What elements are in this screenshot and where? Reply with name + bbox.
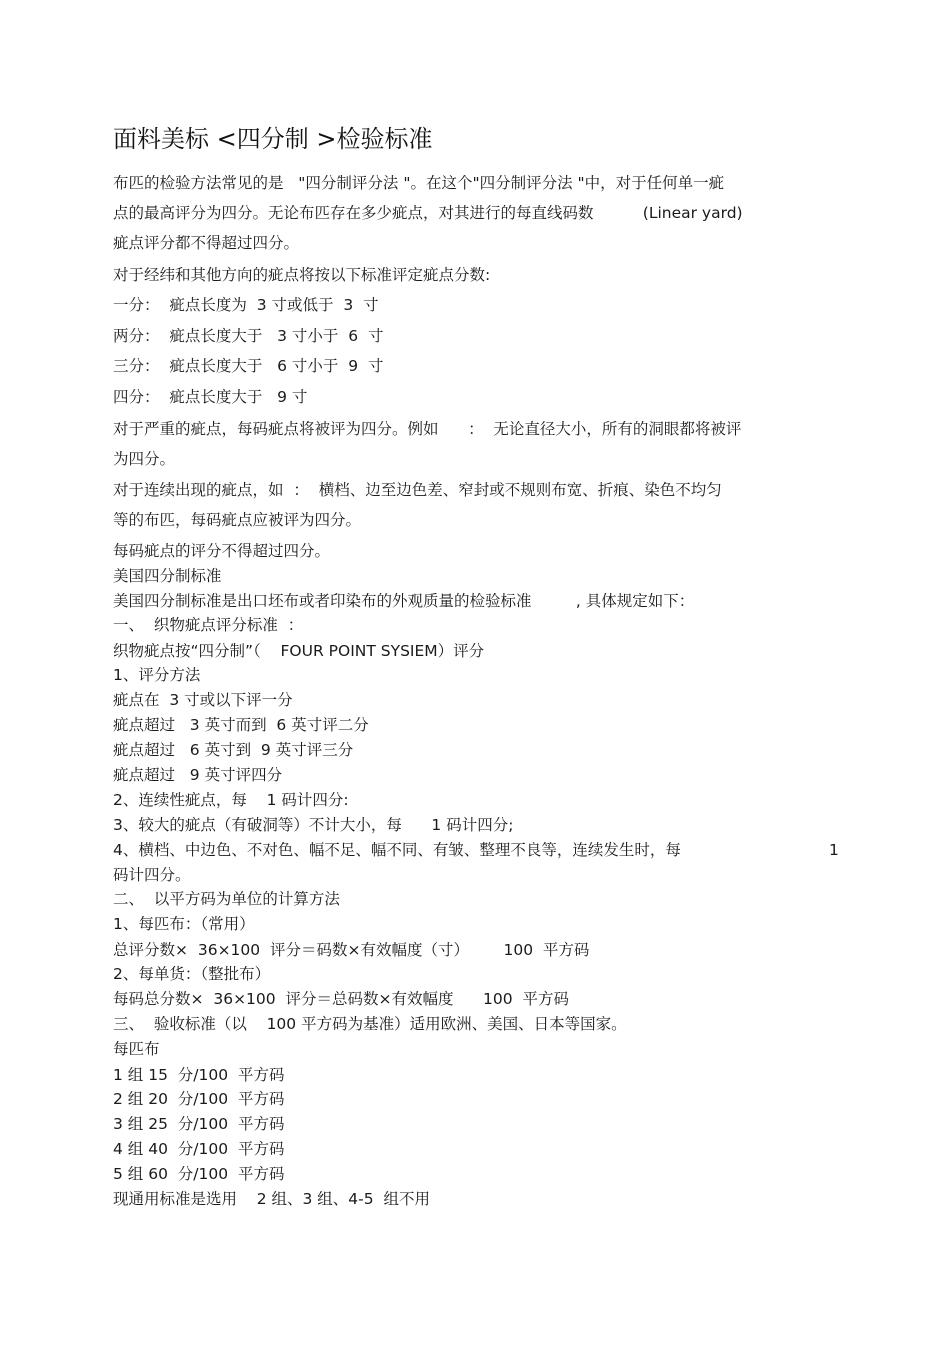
- paragraph-line: 布匹的检验方法常见的是 "四分制评分法 "。在这个"四分制评分法 "中，对于任何单一疵: [113, 174, 725, 192]
- paragraph-line: 为四分。: [113, 450, 176, 468]
- list-heading: 2、连续性疵点，每 1 码计四分:: [113, 791, 349, 809]
- list-item: 疵点在 3 寸或以下评一分: [113, 691, 293, 709]
- paragraph-line: 对于严重的疵点，每码疵点将被评为四分。例如 ： 无论直径大小，所有的洞眼都将被评: [113, 420, 742, 438]
- paragraph-line: 疵点评分都不得超过四分。: [113, 234, 300, 252]
- rule-line: 三分： 疵点长度大于 6 寸小于 9 寸: [113, 357, 384, 375]
- paragraph-line: 点的最高评分为四分。无论布匹存在多少疵点，对其进行的每直线码数 (Linear yard): [113, 204, 743, 222]
- list-heading: 4、横档、中边色、不对色、幅不足、幅不同、有皱、整理不良等，连续发生时，每: [113, 841, 681, 859]
- rule-line: 四分： 疵点长度大于 9 寸: [113, 388, 308, 406]
- list-item: 疵点超过 6 英寸到 9 英寸评三分: [113, 741, 354, 759]
- section-heading: 一、 织物疵点评分标准 ：: [113, 616, 304, 634]
- grade-line: 4 组 40 分/100 平方码: [113, 1140, 285, 1158]
- list-heading: 1、每匹布：（常用）: [113, 915, 255, 933]
- list-heading: 2、每单货：（整批布）: [113, 965, 271, 983]
- paragraph-line: 每匹布: [113, 1040, 160, 1058]
- paragraph-line: 等的布匹，每码疵点应被评为四分。: [113, 511, 362, 529]
- rule-line: 一分： 疵点长度为 3 寸或低于 3 寸: [113, 296, 379, 314]
- section-heading: 三、 验收标准（以 100 平方码为基准）适用欧洲、美国、日本等国家。: [113, 1015, 627, 1033]
- list-heading: 3、较大的疵点（有破洞等）不计大小，每 1 码计四分;: [113, 816, 514, 834]
- section-heading: 二、 以平方码为单位的计算方法: [113, 890, 340, 908]
- paragraph-line: 对于连续出现的疵点，如 ： 横档、边至边色差、窄封或不规则布宽、折痕、染色不均匀: [113, 481, 722, 499]
- paragraph-line: 码计四分。: [113, 866, 191, 884]
- paragraph-line: 美国四分制标准是出口坯布或者印染布的外观质量的检验标准 , 具体规定如下：: [113, 592, 695, 610]
- grade-line: 3 组 25 分/100 平方码: [113, 1115, 285, 1133]
- list-heading: 1、评分方法: [113, 666, 201, 684]
- grade-line: 5 组 60 分/100 平方码: [113, 1165, 285, 1183]
- grade-line: 1 组 15 分/100 平方码: [113, 1066, 285, 1084]
- paragraph-line: 织物疵点按“四分制”（ FOUR POINT SYSIEM）评分: [113, 642, 485, 660]
- paragraph-line: 每码疵点的评分不得超过四分。: [113, 542, 331, 560]
- paragraph-line: 现通用标准是选用 2 组、3 组、4-5 组不用: [113, 1190, 430, 1208]
- rule-line: 两分： 疵点长度大于 3 寸小于 6 寸: [113, 327, 384, 345]
- paragraph-line: 对于经纬和其他方向的疵点将按以下标准评定疵点分数:: [113, 266, 491, 284]
- list-heading-trailing: 1: [829, 841, 839, 859]
- formula-line: 总评分数× 36×100 评分＝码数×有效幅度（寸） 100 平方码: [113, 941, 590, 959]
- formula-line: 每码总分数× 36×100 评分＝总码数×有效幅度 100 平方码: [113, 990, 569, 1008]
- list-item: 疵点超过 9 英寸评四分: [113, 766, 283, 784]
- document-title: 面料美标 <四分制 >检验标准: [113, 125, 433, 153]
- list-item: 疵点超过 3 英寸而到 6 英寸评二分: [113, 716, 369, 734]
- grade-line: 2 组 20 分/100 平方码: [113, 1090, 285, 1108]
- section-heading: 美国四分制标准: [113, 567, 222, 585]
